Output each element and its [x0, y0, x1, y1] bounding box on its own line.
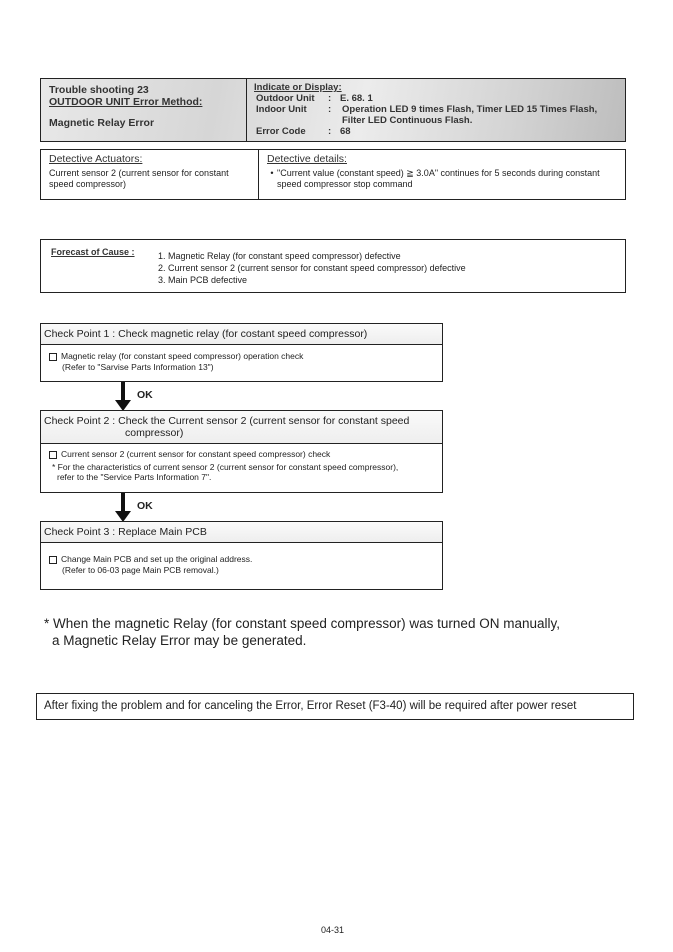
- forecast-list: [158, 247, 466, 285]
- detective-details-item: [267, 168, 617, 190]
- check-point-3-title: Check Point 3 : Replace Main PCB: [41, 522, 442, 543]
- forecast-item: 2. Current sensor 2 (current sensor for constant speed compressor) defective: [158, 263, 466, 273]
- note-line-1: * When the magnetic Relay (for constant speed compressor) was turned ON manually,: [44, 616, 560, 631]
- error-code-value: 68: [340, 126, 351, 137]
- detective-actuators: [41, 150, 259, 199]
- checkbox-icon: [49, 353, 57, 361]
- ok-label: OK: [137, 389, 153, 401]
- detective-details-text: "Current value (constant speed) ≧ 3.0A" continues for 5 seconds during constant speed compressor stop command: [277, 168, 600, 189]
- note-line-2: a Magnetic Relay Error may be generated.: [52, 633, 307, 648]
- check-point-3: [40, 521, 443, 590]
- check-point-1-content: [41, 345, 442, 378]
- checkbox-icon: [49, 556, 57, 564]
- check-point-3-content: [41, 543, 442, 581]
- indoor-unit-row: [254, 104, 618, 126]
- check-point-2-title-line2: compressor): [125, 427, 184, 439]
- detective-details: [259, 150, 625, 199]
- check-item-reference: (Refer to 06-03 page Main PCB removal.): [62, 564, 219, 575]
- indoor-unit-key: Indoor Unit: [256, 104, 307, 115]
- bullet-icon: •: [270, 168, 274, 178]
- error-code-key: Error Code: [256, 126, 306, 137]
- check-item-note: * For the characteristics of current sensor 2 (current sensor for constant speed compressor),: [52, 461, 399, 472]
- check-item: Magnetic relay (for constant speed compressor) operation check: [61, 351, 304, 361]
- check-point-2-content: [41, 444, 442, 489]
- check-item: Change Main PCB and set up the original address.: [61, 554, 253, 564]
- error-name: Magnetic Relay Error: [49, 117, 155, 129]
- check-point-2-title: [41, 411, 442, 444]
- detective-box: [40, 149, 626, 200]
- indicate-display-heading: Indicate or Display:: [254, 82, 342, 93]
- check-point-1: [40, 323, 443, 382]
- error-code-row: [254, 126, 618, 137]
- outdoor-unit-key: Outdoor Unit: [256, 93, 315, 104]
- manual-relay-note: [44, 615, 560, 649]
- error-reset-box: After fixing the problem and for canceling the Error, Error Reset (F3-40) will be required after power reset: [36, 693, 634, 720]
- check-item: Current sensor 2 (current sensor for constant speed compressor) check: [61, 449, 331, 459]
- forecast-item: 3. Main PCB defective: [158, 275, 248, 285]
- separator: :: [328, 93, 332, 104]
- ok-label: OK: [137, 500, 153, 512]
- trouble-shooting-title: Trouble shooting 23: [49, 84, 149, 96]
- indoor-unit-value: Operation LED 9 times Flash, Timer LED 15 Times Flash, Filter LED Continuous Flash.: [342, 104, 598, 126]
- down-arrow-icon: [115, 493, 131, 522]
- header-left: [41, 79, 247, 141]
- check-item-reference: (Refer to "Sarvise Parts Information 13"): [62, 361, 214, 372]
- trouble-shooting-header: [40, 78, 626, 142]
- check-point-2: [40, 410, 443, 493]
- page-number: 04-31: [321, 925, 345, 935]
- outdoor-unit-row: [254, 93, 618, 104]
- separator: :: [328, 126, 332, 137]
- detective-actuators-heading: Detective Actuators:: [49, 153, 143, 165]
- separator: :: [328, 104, 332, 115]
- check-item-note-cont: refer to the "Service Parts Information 7".: [57, 472, 212, 482]
- indicate-display-panel: [247, 79, 625, 141]
- outdoor-unit-value: E. 68. 1: [340, 93, 373, 104]
- checkbox-icon: [49, 451, 57, 459]
- check-point-2-title-line1: Check Point 2 : Check the Current sensor 2 (current sensor for constant speed: [44, 415, 410, 427]
- forecast-label: Forecast of Cause :: [51, 247, 135, 257]
- down-arrow-icon: [115, 382, 131, 411]
- check-point-1-title: Check Point 1 : Check magnetic relay (for costant speed compressor): [41, 324, 442, 345]
- forecast-item: 1. Magnetic Relay (for constant speed compressor) defective: [158, 251, 401, 261]
- detective-actuators-text: Current sensor 2 (current sensor for constant speed compressor): [49, 168, 229, 189]
- detective-details-heading: Detective details:: [267, 153, 347, 165]
- error-method-label: OUTDOOR UNIT Error Method:: [49, 96, 203, 108]
- forecast-of-cause-box: [40, 239, 626, 293]
